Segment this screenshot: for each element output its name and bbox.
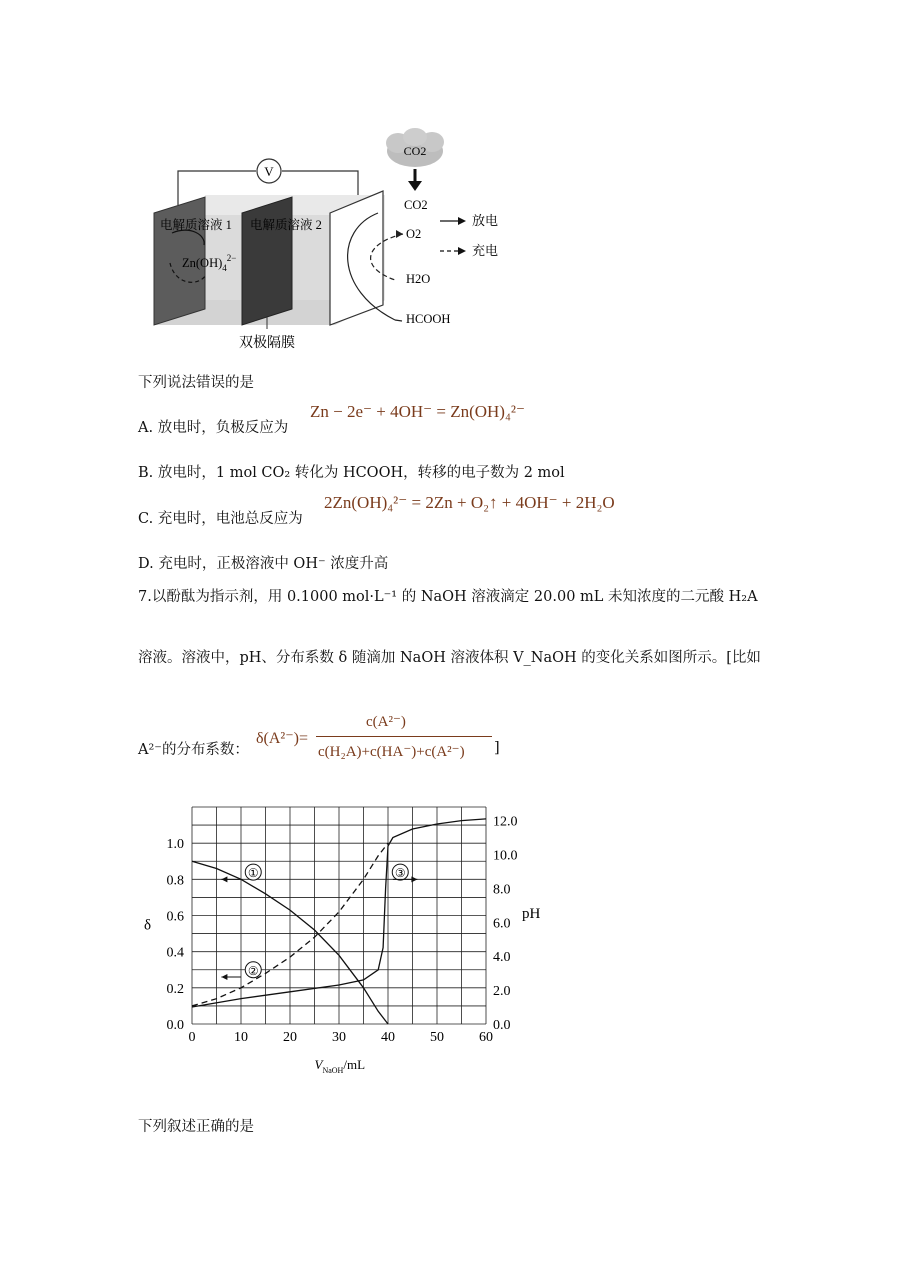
q6-option-c-equation: 2Zn(OH)₄²⁻ = 2Zn + O₂↑ + 4OH⁻ + 2H₂O bbox=[324, 493, 615, 512]
series-axis-arrow-head-icon bbox=[411, 876, 417, 882]
charge-arrow-icon bbox=[396, 230, 403, 238]
cloud-co2-label: CO2 bbox=[403, 144, 427, 158]
y-left-tick-label: 0.2 bbox=[166, 981, 184, 997]
formula-denominator: c(H₂A)+c(HA⁻)+c(A²⁻) bbox=[318, 744, 465, 760]
q6-option-b[interactable]: B. 放电时，1 mol CO₂ 转化为 HCOOH，转移的电子数为 2 mol bbox=[138, 465, 565, 481]
hcooh-label: HCOOH bbox=[406, 312, 451, 326]
legend-discharge-label: 放电 bbox=[472, 213, 499, 228]
solution1-label: 电解质溶液 1 bbox=[160, 218, 232, 232]
discharge-curve-end bbox=[395, 320, 402, 321]
q7-line2: 溶液。溶液中，pH、分布系数 δ 随滴加 NaOH 溶液体积 V_NaOH 的变化关系如图所示。[比如 bbox=[138, 650, 761, 666]
x-tick-label: 0 bbox=[188, 1030, 196, 1045]
x-tick-label: 20 bbox=[283, 1030, 297, 1045]
series-marker-label-3: ③ bbox=[394, 866, 406, 881]
y-right-tick-label: 0.0 bbox=[493, 1018, 511, 1033]
formula-numerator: c(A²⁻) bbox=[366, 714, 406, 730]
series-marker-label-1: ① bbox=[247, 866, 259, 881]
q7-line1: 7.以酚酞为指示剂，用 0.1000 mol·L⁻¹ 的 NaOH 溶液滴定 20.00 mL 未知浓度的二元酸 H₂A bbox=[138, 589, 758, 605]
x-tick-label: 30 bbox=[332, 1030, 346, 1045]
zn-species-label: $Zn(OH)_4^{2-}$ bbox=[182, 253, 237, 273]
co2-down-arrow-icon bbox=[408, 181, 422, 191]
bipolar-membrane bbox=[242, 197, 292, 325]
series-marker-label-2: ② bbox=[247, 963, 259, 978]
q6-option-c[interactable]: C. 充电时，电池总反应为 bbox=[138, 511, 303, 527]
formula-close-bracket: ] bbox=[494, 740, 500, 756]
q6-prompt: 下列说法错误的是 bbox=[138, 375, 254, 391]
y-right-tick-label: 12.0 bbox=[493, 814, 518, 830]
x-tick-label: 60 bbox=[479, 1030, 493, 1045]
legend-charge-arrow-icon bbox=[458, 247, 466, 255]
y-left-tick-label: 0.8 bbox=[166, 873, 184, 889]
x-tick-label: 10 bbox=[234, 1030, 248, 1045]
co2-label: CO2 bbox=[404, 198, 428, 212]
series-axis-arrow-head-icon bbox=[221, 876, 227, 882]
y-right-label: pH bbox=[522, 905, 541, 922]
y-right-tick-label: 4.0 bbox=[493, 950, 511, 966]
legend-discharge-arrow-icon bbox=[458, 217, 466, 225]
q7-prompt: 下列叙述正确的是 bbox=[138, 1119, 254, 1135]
membrane-label: 双极隔膜 bbox=[239, 336, 295, 351]
q7-line3-prefix: A²⁻的分布系数： bbox=[138, 742, 249, 758]
h2o-label: H2O bbox=[406, 272, 431, 286]
catalyst-electrode bbox=[330, 191, 383, 325]
q6-option-a[interactable]: A. 放电时，负极反应为 bbox=[138, 420, 289, 436]
y-right-tick-label: 8.0 bbox=[493, 882, 511, 898]
x-tick-label: 50 bbox=[430, 1030, 444, 1045]
x-axis-label: $V_{NaOH}/mL$ bbox=[314, 1057, 366, 1075]
chart-svg bbox=[130, 795, 570, 1085]
battery-svg bbox=[140, 125, 520, 355]
distribution-formula bbox=[256, 712, 506, 768]
voltmeter-label: V bbox=[264, 164, 274, 179]
y-left-tick-label: 0.6 bbox=[166, 909, 184, 925]
q6-option-a-equation: Zn − 2e⁻ + 4OH⁻ = Zn(OH)₄²⁻ bbox=[310, 402, 525, 421]
titration-chart bbox=[130, 795, 570, 1085]
series-axis-arrow-head-icon bbox=[221, 974, 227, 980]
y-left-label: δ bbox=[144, 917, 152, 934]
y-right-tick-label: 10.0 bbox=[493, 848, 518, 864]
y-right-tick-label: 2.0 bbox=[493, 984, 511, 1000]
y-left-tick-label: 0.0 bbox=[166, 1018, 184, 1033]
formula-fraction-bar bbox=[316, 736, 492, 737]
formula-lhs: δ(A²⁻)= bbox=[256, 730, 309, 747]
x-tick-label: 40 bbox=[381, 1030, 395, 1045]
battery-diagram bbox=[140, 125, 520, 355]
o2-label: O2 bbox=[406, 227, 422, 241]
y-left-tick-label: 0.4 bbox=[166, 945, 184, 961]
wire-right bbox=[282, 171, 358, 195]
solution2-label: 电解质溶液 2 bbox=[250, 218, 322, 232]
legend-charge-label: 充电 bbox=[472, 243, 499, 258]
q6-option-d[interactable]: D. 充电时，正极溶液中 OH⁻ 浓度升高 bbox=[138, 556, 389, 572]
y-left-tick-label: 1.0 bbox=[166, 837, 184, 853]
y-right-tick-label: 6.0 bbox=[493, 916, 511, 932]
